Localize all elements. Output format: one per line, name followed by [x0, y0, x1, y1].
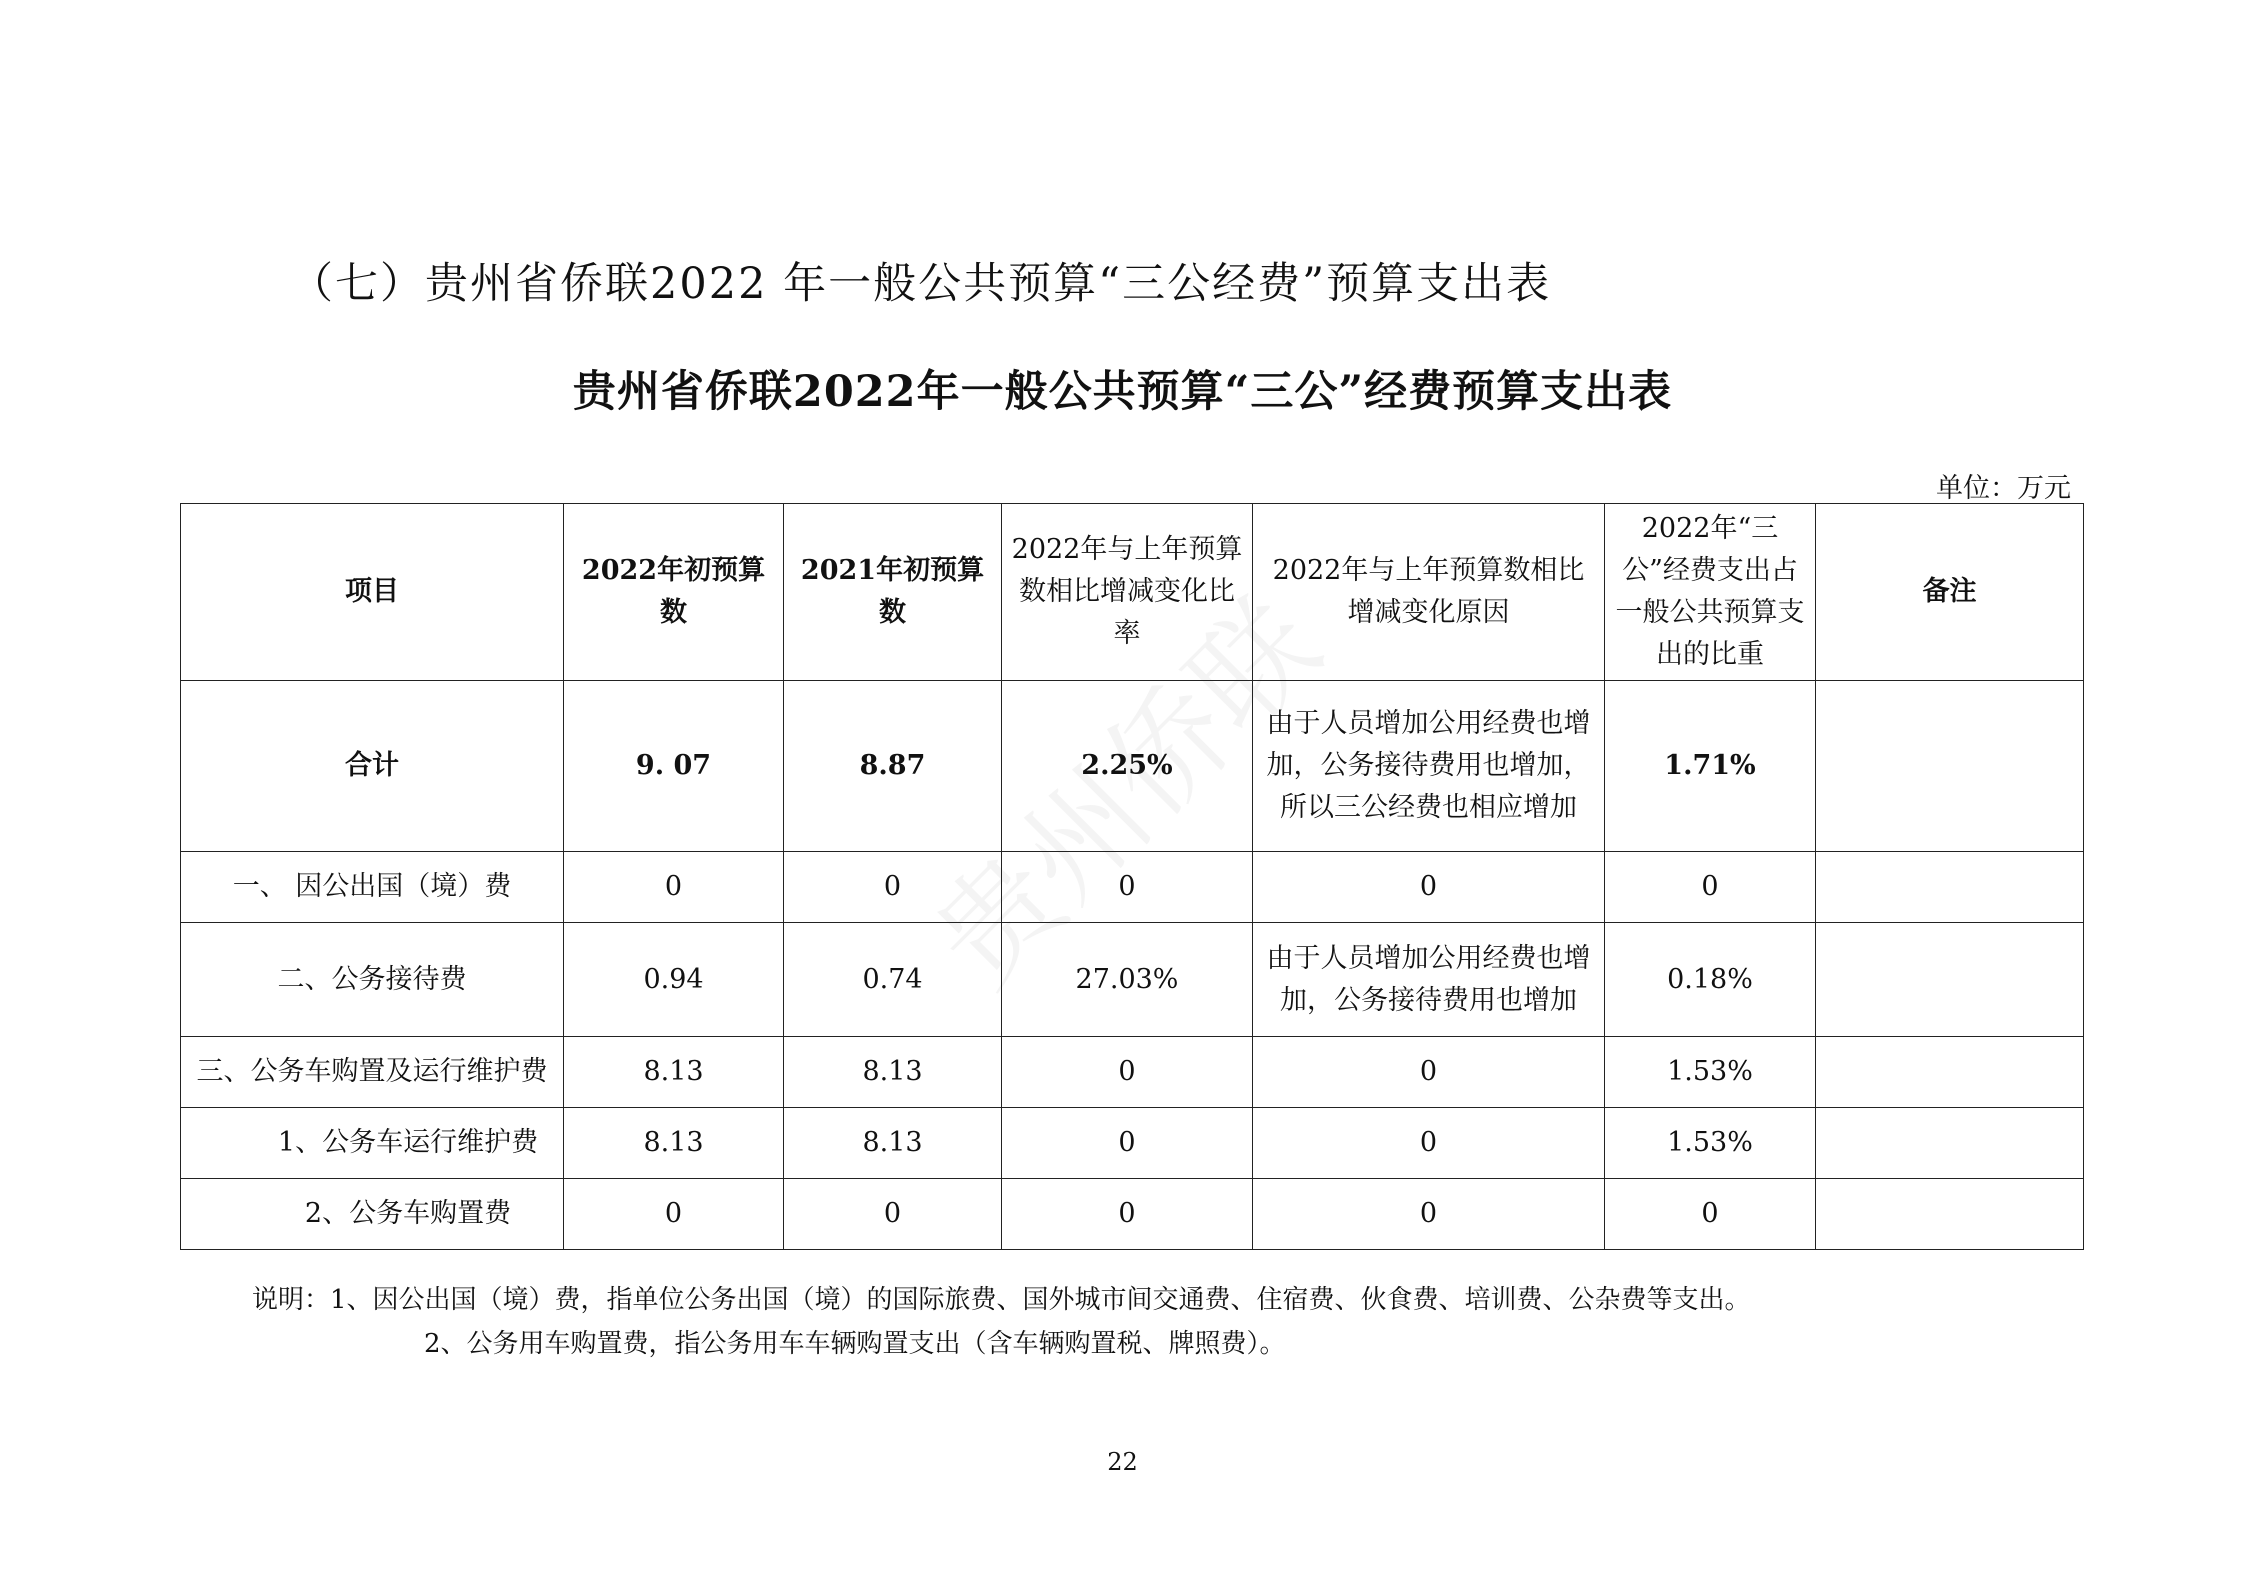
header-change-reason: 2022年与上年预算数相比增减变化原因 — [1253, 504, 1605, 681]
cell-budget-2021: 0 — [784, 1179, 1002, 1250]
table-row — [181, 852, 2084, 923]
cell-change-reason: 0 — [1253, 1108, 1605, 1179]
cell-change-rate: 27.03% — [1002, 923, 1253, 1037]
cell-change-reason: 0 — [1253, 1179, 1605, 1250]
cell-budget-2021: 8.13 — [784, 1037, 1002, 1108]
cell-budget-2021: 0.74 — [784, 923, 1002, 1037]
cell-remark — [1816, 852, 2084, 923]
cell-budget-2021: 8.13 — [784, 1108, 1002, 1179]
cell-budget-2021: 0 — [784, 852, 1002, 923]
cell-share: 1.53% — [1605, 1037, 1816, 1108]
cell-budget-2021: 8.87 — [784, 681, 1002, 852]
cell-share: 0 — [1605, 1179, 1816, 1250]
header-budget-2022: 2022年初预算数 — [564, 504, 784, 681]
cell-share: 1.71% — [1605, 681, 1816, 852]
cell-change-reason: 0 — [1253, 852, 1605, 923]
cell-change-rate: 0 — [1002, 852, 1253, 923]
cell-item: 合计 — [181, 681, 564, 852]
cell-item: 二、公务接待费 — [181, 923, 564, 1037]
cell-change-rate: 0 — [1002, 1108, 1253, 1179]
cell-remark — [1816, 681, 2084, 852]
header-share: 2022年“三公”经费支出占一般公共预算支出的比重 — [1605, 504, 1816, 681]
cell-remark — [1816, 1108, 2084, 1179]
table-row — [181, 1179, 2084, 1250]
table-row — [181, 1037, 2084, 1108]
cell-budget-2022: 8.13 — [564, 1108, 784, 1179]
cell-share: 1.53% — [1605, 1108, 1816, 1179]
note-line-2: 2、公务用车购置费，指公务用车车辆购置支出（含车辆购置税、牌照费）。 — [424, 1329, 1286, 1359]
table-row — [181, 923, 2084, 1037]
cell-change-rate: 0 — [1002, 1037, 1253, 1108]
table-row — [181, 1108, 2084, 1179]
cell-budget-2022: 8.13 — [564, 1037, 784, 1108]
cell-remark — [1816, 1179, 2084, 1250]
table-row — [181, 681, 2084, 852]
cell-budget-2022: 0.94 — [564, 923, 784, 1037]
cell-item: 一、 因公出国（境）费 — [181, 852, 564, 923]
cell-item: 2、公务车购置费 — [181, 1179, 564, 1250]
budget-table — [180, 503, 2084, 1250]
cell-item: 1、公务车运行维护费 — [181, 1108, 564, 1179]
cell-share: 0 — [1605, 852, 1816, 923]
cell-budget-2022: 0 — [564, 852, 784, 923]
cell-change-rate: 2.25% — [1002, 681, 1253, 852]
cell-change-reason: 由于人员增加公用经费也增加，公务接待费用也增加 — [1253, 923, 1605, 1037]
section-heading: （七）贵州省侨联2022 年一般公共预算“三公经费”预算支出表 — [290, 259, 1552, 309]
unit-label: 单位：万元 — [1936, 473, 2071, 504]
header-budget-2021: 2021年初预算数 — [784, 504, 1002, 681]
cell-item: 三、公务车购置及运行维护费 — [181, 1037, 564, 1108]
cell-budget-2022: 9. 07 — [564, 681, 784, 852]
table-title: 贵州省侨联2022年一般公共预算“三公”经费预算支出表 — [572, 367, 1673, 417]
cell-share: 0.18% — [1605, 923, 1816, 1037]
note-line-1: 说明：1、因公出国（境）费，指单位公务出国（境）的国际旅费、国外城市间交通费、住宿费、伙食费、培训费、公杂费等支出。 — [252, 1285, 1751, 1315]
header-item: 项目 — [181, 504, 564, 681]
cell-change-rate: 0 — [1002, 1179, 1253, 1250]
page-number: 22 — [1107, 1448, 1138, 1476]
cell-change-reason: 0 — [1253, 1037, 1605, 1108]
cell-budget-2022: 0 — [564, 1179, 784, 1250]
cell-change-reason: 由于人员增加公用经费也增加，公务接待费用也增加，所以三公经费也相应增加 — [1253, 681, 1605, 852]
notes — [252, 1278, 1751, 1366]
header-remark: 备注 — [1816, 504, 2084, 681]
table-header-row — [181, 504, 2084, 681]
cell-remark — [1816, 1037, 2084, 1108]
header-change-rate: 2022年与上年预算数相比增减变化比率 — [1002, 504, 1253, 681]
cell-remark — [1816, 923, 2084, 1037]
